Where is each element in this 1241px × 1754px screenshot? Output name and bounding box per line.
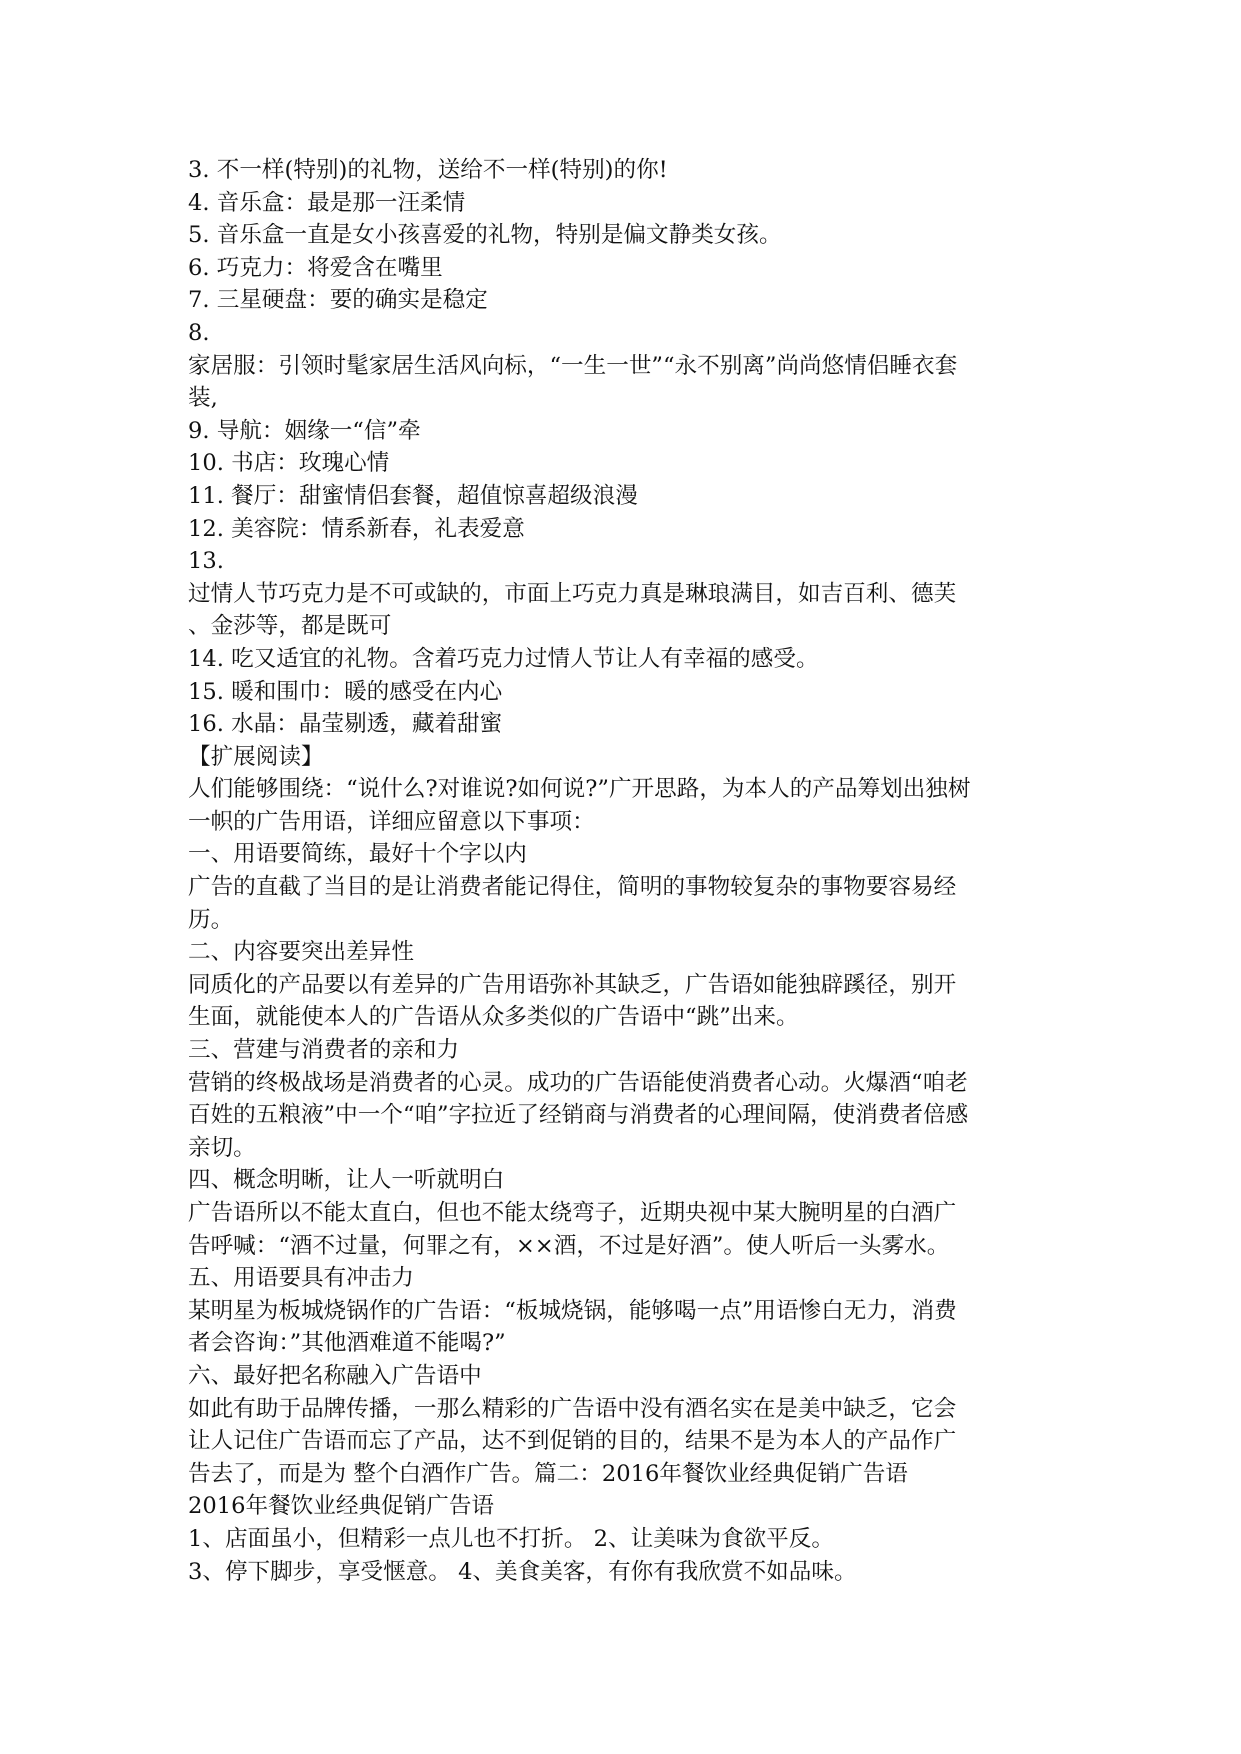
text-line: 同质化的产品要以有差异的广告用语弥补其缺乏，广告语如能独辟蹊径，别开 xyxy=(188,971,957,998)
text-line: 广告的直截了当目的是让消费者能记得住，简明的事物较复杂的事物要容易经 xyxy=(188,874,957,901)
text-line: 14. 吃又适宜的礼物。含着巧克力过情人节让人有幸福的感受。 xyxy=(188,645,819,672)
text-line: 1、店面虽小，但精彩一点儿也不打折。 2、让美味为食欲平反。 xyxy=(188,1525,834,1552)
text-line: 一帜的广告用语，详细应留意以下事项： xyxy=(188,808,595,835)
subheading: 一、用语要简练，最好十个字以内 xyxy=(188,841,527,868)
subheading: 四、概念明晰，让人一听就明白 xyxy=(188,1167,505,1194)
text-line: 如此有助于品牌传播，一那么精彩的广告语中没有酒名实在是美中缺乏，它会 xyxy=(188,1395,957,1422)
text-line: 13. xyxy=(188,548,224,575)
text-line: 百姓的五粮液”中一个“咱”字拉近了经销商与消费者的心理间隔，使消费者倍感 xyxy=(188,1102,969,1129)
text-line: 广告语所以不能太直白，但也不能太绕弯子，近期央视中某大腕明星的白酒广 xyxy=(188,1200,957,1226)
text-line: 7. 三星硬盘：要的确实是稳定 xyxy=(188,287,488,314)
text-line: 10. 书店：玫瑰心情 xyxy=(188,450,390,477)
text-line: 11. 餐厅：甜蜜情侣套餐，超值惊喜超级浪漫 xyxy=(188,482,638,509)
text-line: 告去了，而是为 整个白酒作广告。篇二：2016年餐饮业经典促销广告语 xyxy=(188,1460,908,1487)
text-line: 让人记住广告语而忘了产品，达不到促销的目的，结果不是为本人的产品作广 xyxy=(188,1428,957,1455)
text-line: 生面，就能使本人的广告语从众多类似的广告语中“跳”出来。 xyxy=(188,1004,799,1031)
text-line: 9. 导航：姻缘一“信”牵 xyxy=(188,417,421,444)
subheading: 六、最好把名称融入广告语中 xyxy=(188,1362,482,1389)
text-line: 亲切。 xyxy=(188,1134,256,1161)
subheading: 二、内容要突出差异性 xyxy=(188,939,414,966)
text-line: 16. 水晶：晶莹剔透，藏着甜蜜 xyxy=(188,711,503,738)
text-line: 历。 xyxy=(188,906,234,933)
text-line: 3、停下脚步，享受惬意。 4、美食美客，有你有我欣赏不如品味。 xyxy=(188,1558,857,1585)
text-line: 装, xyxy=(188,385,218,412)
text-line: 4. 音乐盒：最是那一汪柔情 xyxy=(188,189,466,216)
subheading: 三、营建与消费者的亲和力 xyxy=(188,1037,460,1064)
section-heading: 【扩展阅读】 xyxy=(188,743,324,770)
document-body xyxy=(188,154,1053,1588)
text-line: 过情人节巧克力是不可或缺的，市面上巧克力真是琳琅满目，如吉百利、德芙 xyxy=(188,580,957,607)
text-line: 人们能够围绕：“说什么?对谁说?如何说?”广开思路，为本人的产品筹划出独树 xyxy=(188,776,971,803)
text-line: 15. 暖和围巾：暖的感受在内心 xyxy=(188,678,503,705)
text-line: 12. 美容院：情系新春，礼表爱意 xyxy=(188,515,525,542)
text-line: 某明星为板城烧锅作的广告语：“板城烧锅，能够喝一点”用语惨白无力，消费 xyxy=(188,1297,957,1324)
text-line: 、金莎等，都是既可 xyxy=(188,613,392,640)
subheading: 五、用语要具有冲击力 xyxy=(188,1265,414,1292)
text-line: 5. 音乐盒一直是女小孩喜爱的礼物，特别是偏文静类女孩。 xyxy=(188,222,782,249)
text-line: 2016年餐饮业经典促销广告语 xyxy=(188,1493,495,1520)
text-line: 家居服：引领时髦家居生活风向标，“一生一世”“永不别离”尚尚悠情侣睡衣套 xyxy=(188,352,958,379)
text-line: 3. 不一样(特别)的礼物，送给不一样(特别)的你! xyxy=(188,157,668,183)
text-line: 6. 巧克力：将爱含在嘴里 xyxy=(188,254,443,281)
text-line: 营销的终极战场是消费者的心灵。成功的广告语能使消费者心动。火爆酒“咱老 xyxy=(188,1069,968,1096)
text-line: 告呼喊：“酒不过量，何罪之有，××酒，不过是好酒”。使人听后一头雾水。 xyxy=(188,1232,950,1259)
text-line: 8. xyxy=(188,319,210,346)
text-line: 者会咨询：”其他酒难道不能喝?” xyxy=(188,1330,506,1357)
